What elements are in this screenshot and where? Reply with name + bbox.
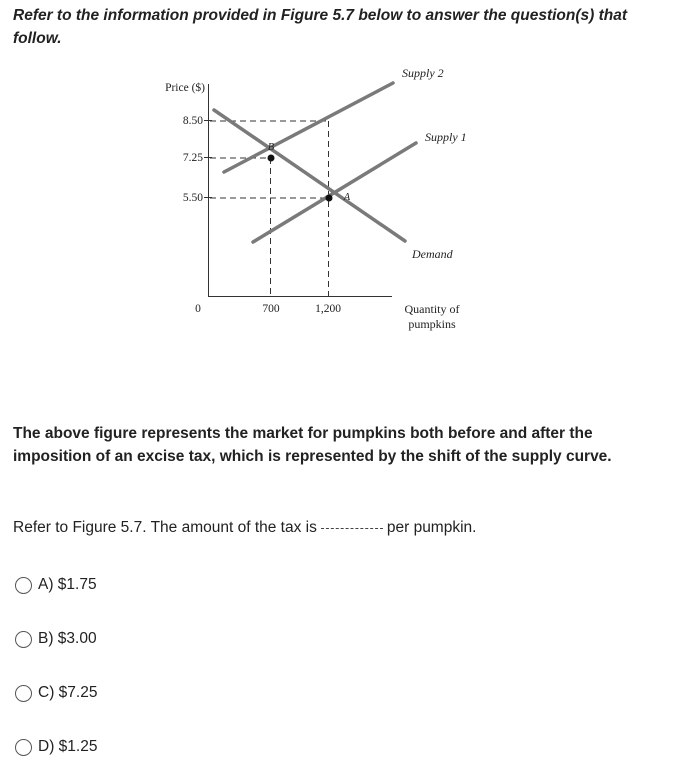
choice-d[interactable] [15,735,97,759]
point-b-label: B [267,142,275,153]
point-a-label: A [343,192,351,203]
x-tick-label-1200: 1,200 [315,303,341,315]
choice-c-radio[interactable] [15,685,32,702]
figure-description: The above figure represents the market for pumpkins both before and after the imposition of an excise tax, which is represented by the shift of the supply curve. [13,425,612,465]
x-axis-label-line1: Quantity of [404,302,460,316]
y-axis-label: Price ($) [165,82,205,94]
y-tick-label-725: 7.25 [182,152,203,164]
demand-label: Demand [412,247,453,261]
answer-blank [321,528,383,529]
supply-2-label: Supply 2 [402,66,444,80]
point-a-marker [326,195,333,202]
point-b-marker [268,155,275,162]
choice-b[interactable] [15,627,97,651]
question-stem: Refer to Figure 5.7. The amount of the tax is [13,519,317,536]
x-tick-label-700: 700 [262,303,280,315]
choice-b-label: B) $3.00 [38,630,97,647]
demand-curve [214,110,405,241]
choice-d-label: D) $1.25 [38,738,98,755]
question-text [13,516,476,539]
choice-a-radio[interactable] [15,577,32,594]
question-stem-end: per pumpkin. [386,519,477,536]
choice-a[interactable] [15,573,97,597]
choice-c[interactable] [15,681,97,705]
choice-a-label: A) $1.75 [38,576,97,593]
choice-d-radio[interactable] [15,739,32,756]
x-axis-label-line2: pumpkins [408,317,456,331]
supply-1-label: Supply 1 [425,130,467,144]
supply-2-curve [224,83,393,172]
choice-b-radio[interactable] [15,631,32,648]
origin-label: 0 [195,303,201,315]
y-tick-label-550: 5.50 [182,192,203,204]
y-tick-label-850: 8.50 [182,115,203,127]
intro-text: Refer to the information provided in Figure 5.7 below to answer the question(s) that follow. [13,7,628,47]
choice-c-label: C) $7.25 [38,684,98,701]
